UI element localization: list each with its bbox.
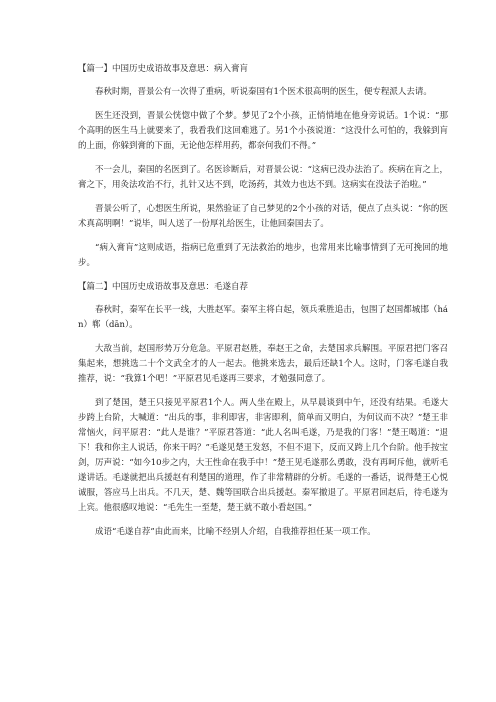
paragraph: 大敌当前，赵国形势万分危急。平原君赵胜，奉赵王之命，去楚国求兵解围。平原君把门客召集起来，想挑选二十个文武全才的人一起去。他挑来选去，最后还缺1个人。这时，门客毛遂自我推荐，说：“我算1个吧！”平原君见毛遂再三要求，才勉强同意了。 (78, 344, 448, 384)
paragraph: 春秋时，秦军在长平一线，大胜赵军。秦军主将白起，领兵乘胜追击，包围了赵国都城邯（hán）郸（dān）。 (78, 305, 448, 330)
paragraph: 春秋时期，晋景公有一次得了重病，听说秦国有1个医术很高明的医生，便专程派人去请。 (95, 87, 432, 97)
section-heading-1: 【篇一】中国历史成语故事及意思：病入膏肓 (78, 64, 249, 74)
section-heading-2: 【篇二】中国历史成语故事及意思：毛遂自荐 (78, 282, 249, 292)
paragraph: 到了楚国，楚王只接见平原君1个人。两人坐在殿上，从早晨谈到中午，还没有结果。毛遂大步跨上台阶，大喊道：“出兵的事，非利即害，非害即利，简单而又明白，为何议而不决？”楚王非常恼火，问平原君：“此人是谁？”平原君答道：“此人名叫毛遂，乃是我的门客！”楚王喝道：“退下！我和你主人说话，你来干吗？”毛遂见楚王发怒，不但不退下，反而又跨上几个台阶。他手按宝剑，厉声说：“如今10步之内，大王性命在我手中！”楚王见毛遂那么勇敢，没有再呵斥他，就听毛遂讲话。毛遂就把出兵援赵有利楚国的道理，作了非常精辟的分析。毛遂的一番话，说得楚王心悦诚服，答应马上出兵。不几天，楚、魏等国联合出兵援赵。秦军撤退了。平原君回赵后，待毛遂为上宾。他很感叹地说：“毛先生一至楚，楚王就不敢小看赵国。” (78, 398, 448, 513)
paragraph: 不一会儿，秦国的名医到了。名医诊断后，对晋景公说：“这病已没办法治了。疾病在肓之上，膏之下，用灸法攻治不行，扎针又达不到，吃汤药，其效力也达不到。这病实在没法子治啦。” (78, 165, 448, 190)
paragraph: “病入膏肓”这则成语，指病已危重到了无法救治的地步，也常用来比喻事情到了无可挽回的地步。 (78, 243, 448, 268)
paragraph: 晋景公听了，心想医生所说，果然验证了自己梦见的2个小孩的对话，便点了点头说：“你的医术真高明啊！”说毕，叫人送了一份厚礼给医生，让他回秦国去了。 (78, 204, 448, 229)
paragraph: 成语“毛遂自荐”由此而来，比喻不经别人介绍，自我推荐担任某一项工作。 (95, 527, 376, 537)
paragraph: 医生还没到，晋景公恍惚中做了个梦。梦见了2个小孩，正悄悄地在他身旁说话。1个说：“那个高明的医生马上就要来了，我看我们这回难逃了。另1个小孩说道：“这没什么可怕的，我躲到肓的上面，你躲到膏的下面，无论他怎样用药，都奈何我们不得。” (78, 111, 448, 151)
